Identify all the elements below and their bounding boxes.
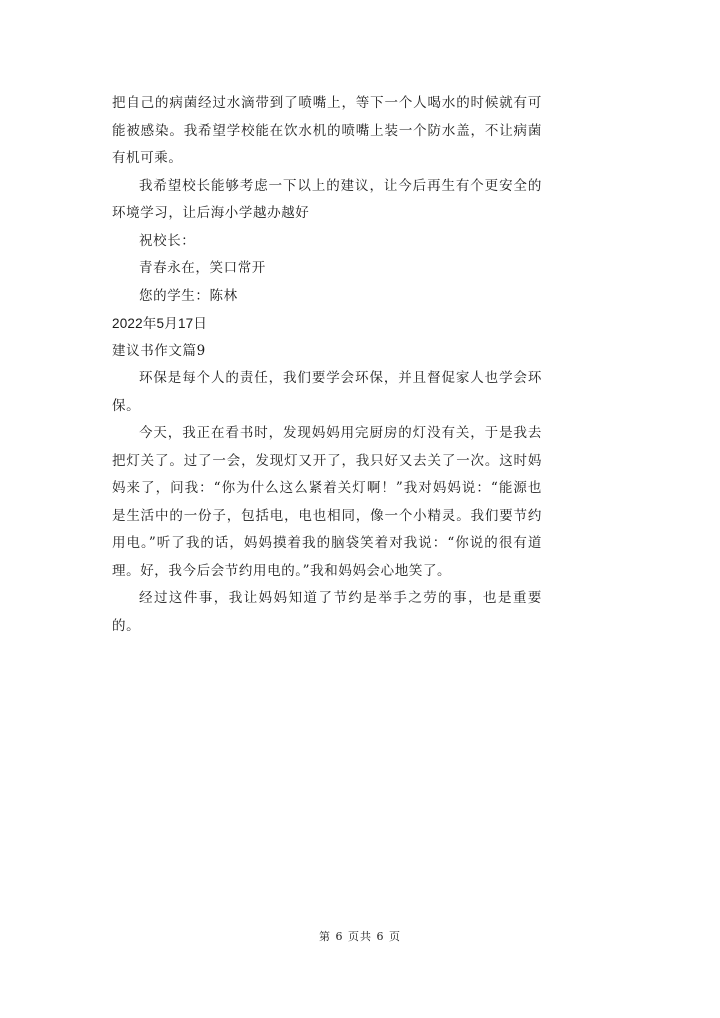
document-body [112, 90, 542, 640]
paragraph-continuation: 把自己的病菌经过水滴带到了喷嘴上，等下一个人喝水的时候就有可能被感染。我希望学校能在饮水机的喷嘴上装一个防水盖，不让病菌有机可乘。 [112, 95, 542, 166]
paragraph-story: 今天，我正在看书时，发现妈妈用完厨房的灯没有关，于是我去把灯关了。过了一会，发现灯又开了，我只好又去关了一次。这时妈妈来了，问我：“你为什么这么紧着关灯啊！”我对妈妈说：“能源也是生活中的一份子，包括电，电也相同，像一个小精灵。我们要节约用电。”听了我的话，妈妈摸着我的脑袋笑着对我说：“你说的很有道理。好，我今后会节约用电的。”我和妈妈会心地笑了。 [112, 425, 542, 579]
page-number-footer: 第 6 页共 6 页 [319, 930, 401, 943]
signature: 您的学生：陈林 [139, 287, 238, 304]
salutation: 祝校长： [139, 232, 196, 249]
paragraph-suggestion-closing: 我希望校长能够考虑一下以上的建议，让今后再生有个更安全的环境学习，让后海小学越办越好 [112, 177, 542, 221]
paragraph-conclusion: 经过这件事，我让妈妈知道了节约是举手之劳的事，也是重要的。 [112, 590, 542, 634]
greeting-wish: 青春永在，笑口常开 [139, 260, 266, 276]
paragraph-intro: 环保是每个人的责任，我们要学会环保，并且督促家人也学会环保。 [112, 370, 542, 414]
section-heading: 建议书作文篇9 [112, 342, 206, 359]
letter-date: 2022年5月17日 [112, 316, 208, 331]
